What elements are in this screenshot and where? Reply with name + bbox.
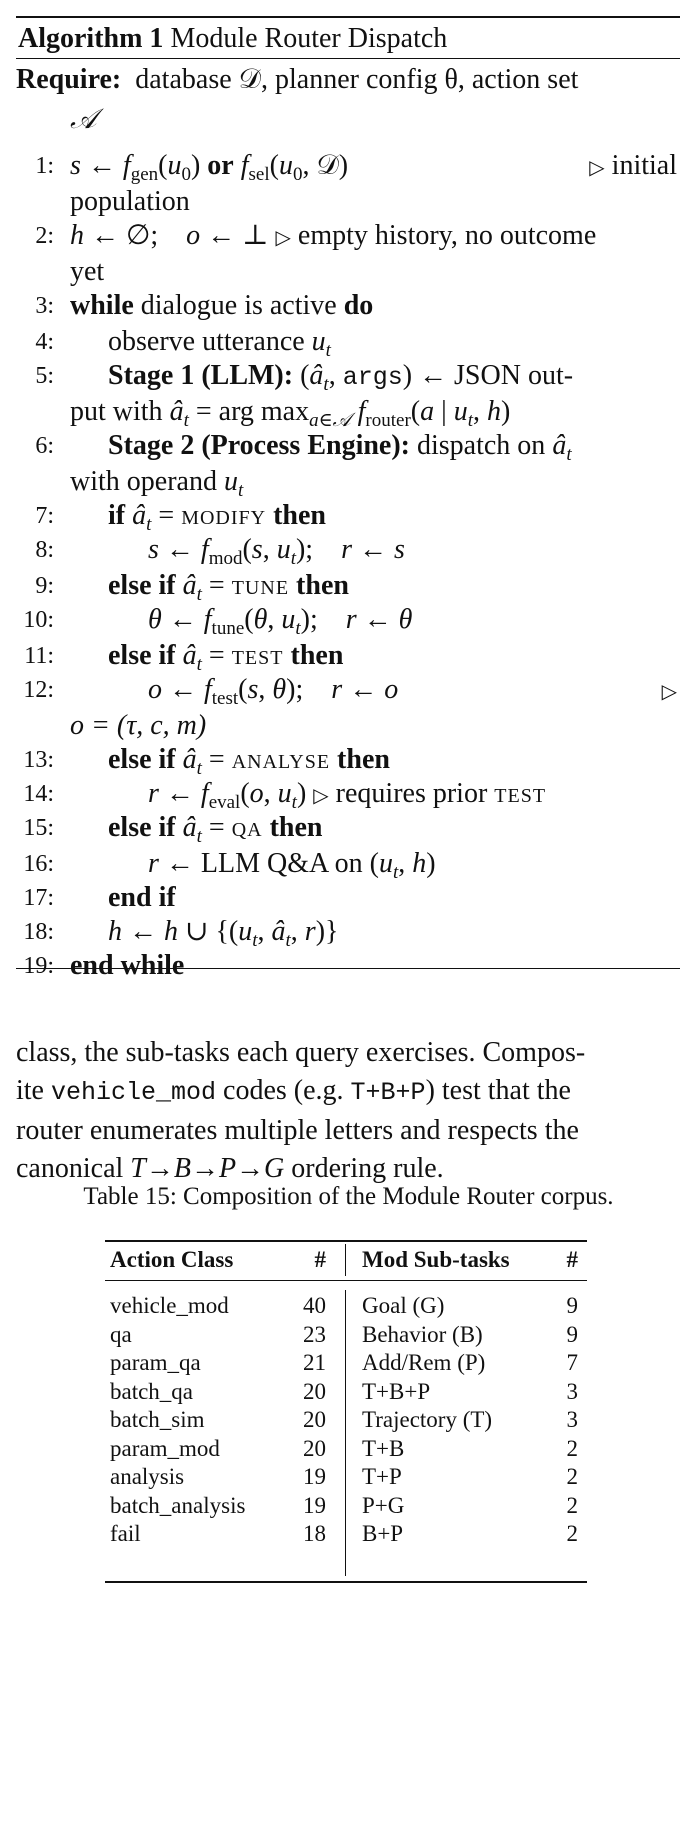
body-paragraph (16, 1034, 680, 1188)
table-bottom-rule (105, 1581, 587, 1583)
algorithm-header-rule (16, 58, 680, 59)
line-number: 18: (23, 919, 54, 945)
algorithm-bottom-rule (16, 968, 680, 969)
cell-mod-count: 2 (566, 1435, 578, 1461)
cell-mod-subtask: Add/Rem (P) (362, 1350, 486, 1375)
algo-line-6: Stage 2 (Process Engine): dispatch on $â_t$ (108, 430, 572, 465)
cell-action-class: param_qa (110, 1350, 201, 1375)
cell-action-count: 20 (303, 1407, 326, 1432)
cell-mod-subtask: T+B (362, 1435, 405, 1461)
cell-action-class: fail (110, 1521, 141, 1546)
cell-action-count: 23 (303, 1321, 326, 1347)
algorithm-title: Module Router Dispatch (170, 23, 448, 54)
line-number: 15: (23, 815, 54, 841)
cell-mod-subtask: T+P (362, 1464, 402, 1489)
algo-line-4: observe utterance $u_t$ (108, 326, 331, 361)
cell-action-count: 20 (303, 1378, 326, 1404)
line-number: 10: (23, 607, 54, 633)
cell-action-count: 40 (303, 1293, 326, 1318)
cell-mod-count: 3 (566, 1407, 578, 1432)
algo-line-6-cont: with operand $u_t$ (70, 466, 244, 501)
line-number: 2: (35, 223, 54, 249)
algo-line-2: h ← ∅; o ← ⊥ ▷ empty history, no outcome (70, 220, 597, 251)
require-keyword: Require: (16, 64, 122, 95)
algo-comment-12: ▷ (661, 681, 677, 703)
cell-action-class: batch_sim (110, 1407, 205, 1432)
line-number: 16: (23, 851, 54, 877)
table-header-rule (105, 1280, 587, 1281)
algorithm-require (16, 60, 578, 100)
algo-line-14: r ← $f_{eval}(o$, $u_t$) ▷ requires prior TEST (148, 778, 547, 813)
algo-line-13: else if $â_t$ = ANALYSE then (108, 744, 390, 779)
table-caption: Table 15: Composition of the Module Router corpus. (83, 1183, 614, 1210)
col-header-count: # (314, 1247, 326, 1272)
line-number: 19: (23, 953, 54, 979)
algo-line-1: s ← $f_{gen}(u_0)$ or $f_{sel}(u_0$, 𝒟) (70, 150, 349, 185)
line-number: 11: (24, 643, 54, 669)
cell-mod-count: 2 (566, 1464, 578, 1489)
ordering-math: T→B→P→G (130, 1153, 285, 1184)
algo-line-19: end while (70, 950, 185, 981)
algo-line-1-cont: population (70, 186, 190, 217)
algo-comment-1: ▷ initial (589, 150, 677, 181)
algo-line-12: o ← $f_{test}(s$, θ); r ← o (148, 674, 399, 709)
algorithm-top-rule (16, 16, 680, 18)
para-line-2: ite vehicle_mod codes (e.g. T+B+P) test that the (16, 1075, 571, 1107)
cell-action-count: 19 (303, 1464, 326, 1489)
col-header-count-2: # (566, 1247, 578, 1272)
cell-mod-count: 7 (566, 1350, 578, 1375)
cell-action-class: vehicle_mod (110, 1293, 229, 1318)
line-number: 5: (35, 363, 54, 389)
line-number: 7: (35, 503, 54, 529)
cell-mod-count: 2 (566, 1492, 578, 1518)
cell-action-count: 20 (303, 1435, 326, 1461)
para-line-1: class, the sub-tasks each query exercises. Compos- (16, 1037, 586, 1068)
algo-line-9: else if $â_t$ = TUNE then (108, 570, 349, 605)
cell-action-class: analysis (110, 1464, 185, 1489)
cell-mod-count: 2 (566, 1521, 578, 1546)
algo-line-17: end if (108, 882, 176, 913)
line-number: 13: (23, 747, 54, 773)
cell-action-class: batch_analysis (110, 1492, 246, 1518)
cell-action-count: 18 (303, 1521, 326, 1546)
line-number: 9: (35, 573, 54, 599)
line-number: 14: (23, 781, 54, 807)
cell-action-class: batch_qa (110, 1378, 194, 1404)
line-number: 12: (23, 677, 54, 703)
algorithm-caption (18, 22, 447, 56)
algo-line-18: h ← h ∪ {($u_t$, $â_t$, r)} (108, 916, 339, 951)
para-line-3: router enumerates multiple letters and respects the (16, 1115, 579, 1146)
cell-action-class: qa (110, 1321, 132, 1347)
cell-mod-count: 3 (566, 1378, 578, 1404)
line-number: 8: (35, 537, 54, 563)
table-top-rule (105, 1240, 587, 1242)
algo-line-8: s ← $f_{mod}(s$, $u_t$); r ← s (148, 534, 405, 569)
algo-line-15: else if $â_t$ = QA then (108, 812, 323, 847)
table-header-divider (345, 1244, 346, 1276)
cell-mod-subtask: Trajectory (T) (362, 1407, 493, 1432)
algo-line-7: if $â_t$ = MODIFY then (108, 500, 326, 535)
line-number: 4: (35, 329, 54, 355)
algo-line-5-cont: put with $â_t$ = arg $\max_{a\in 𝒜} f_{router}(a$ | $u_t$, h) (70, 396, 511, 431)
cell-mod-subtask: Goal (G) (362, 1293, 445, 1318)
col-header-action-class: Action Class (110, 1247, 234, 1272)
algo-line-5: Stage 1 (LLM): ($â_t$, args) ← JSON out- (108, 360, 574, 395)
line-number: 3: (35, 293, 54, 319)
cell-action-count: 19 (303, 1492, 326, 1518)
line-number: 6: (35, 433, 54, 459)
algo-line-3: while dialogue is active do (70, 290, 374, 321)
require-text: database 𝒟, planner config θ, action set (135, 64, 579, 95)
code-tbp: T+B+P (350, 1078, 426, 1107)
cell-mod-subtask: T+B+P (362, 1378, 431, 1404)
line-number: 1: (35, 153, 54, 179)
cell-mod-subtask: Behavior (B) (362, 1321, 483, 1347)
cell-mod-subtask: P+G (362, 1492, 405, 1518)
algo-line-12-cont: o = (τ, c, m) (70, 710, 207, 741)
algo-line-2-cont: yet (70, 256, 105, 287)
cell-action-class: param_mod (110, 1435, 220, 1461)
algorithm-label: Algorithm 1 (18, 23, 164, 54)
cell-mod-count: 9 (566, 1293, 578, 1318)
code-vehicle-mod: vehicle_mod (51, 1078, 217, 1107)
algo-line-11: else if $â_t$ = TEST then (108, 640, 344, 675)
line-number: 17: (23, 885, 54, 911)
algo-line-10: θ ← $f_{tune}(\theta$, $u_t$); r ← θ (148, 604, 413, 639)
algo-line-16: r ← LLM Q&A on ($u_t$, h) (148, 848, 436, 883)
table-body-divider (345, 1290, 346, 1576)
cell-mod-count: 9 (566, 1321, 578, 1347)
para-line-4: canonical T→B→P→G ordering rule. (16, 1153, 444, 1184)
cell-action-count: 21 (303, 1350, 326, 1375)
cell-mod-subtask: B+P (362, 1521, 404, 1546)
require-continuation: 𝒜 (70, 104, 97, 135)
col-header-mod-subtasks: Mod Sub-tasks (362, 1247, 510, 1272)
